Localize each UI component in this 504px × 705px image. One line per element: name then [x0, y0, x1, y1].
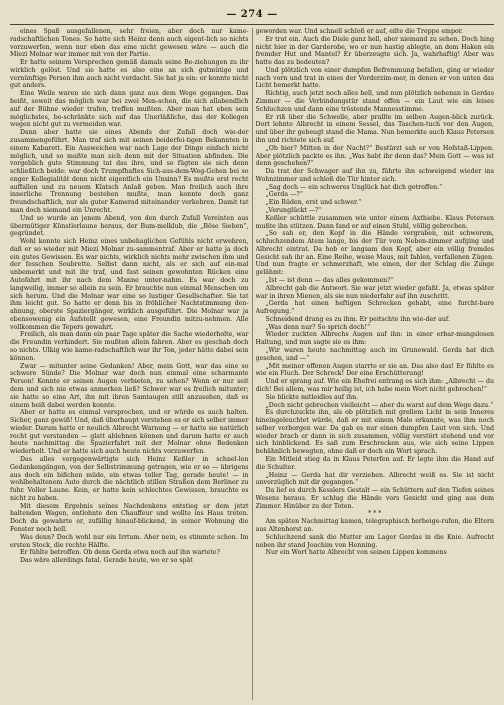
paragraph: Wieder zuckten Albrechs Augen auf ihn: in einer erbar-mungslosen Haltung, und nun sagte sie es ihm:	[255, 331, 494, 347]
paragraph: Mit diesem Ergebnis seines Nachdenkens entstieg er dem jetzt haltenden Wagen, entlohnte den Chauffeur und wollte ins Haus treten. Doch da gewahrte er, zufällig hinauf-blickend, in seiner Wohnung die Fenster noch hell.	[10, 502, 249, 533]
paragraph: „So sah er, den Kopf in die Hände vergraben, mit schwerem, schluchzendem Atem lange, bis der Tür vom Neben-zimmer aufging und Albrecht eintrat. Da hob er langsam den Kopf, aber ein völlig fremdes Gesicht sah ihr an. Eine Reihe, weise Maus, mit fahlen, verfallenen Zügen. Und nun fragte er schmerzhaft, wie einen, der der Schlag die Zunge gelähmt:	[255, 230, 494, 277]
page-number: — 274 —	[226, 9, 278, 20]
paragraph: Und so wurde an jenem Abend, von den durch Zufall Vereinten aus übermütiger Künstlerlaune heraus, der Bum-melklub, die „Böse Sieben“, gegründet.	[10, 214, 249, 238]
paragraph: eines Spaß ausgefallenen, sehr freien, aber doch nur kame-radschaftlichen Tones. So hatte sich Heinz denn auch eigent-lich so nichts vorzuwerfen, wenn nur eben das eine nicht gewesen wäre — auch die Miezi Molnar war immer mit von der Partie.	[10, 28, 249, 59]
paragraph: Was denn? Doch wohl nur ein Irrtum. Aber nein, es stimmte schon. Im ersten Stock, die rechte Hälfte.	[10, 533, 249, 549]
paragraph: Dann aber hatte sie eines Abends der Zufall doch wie-der zusammengeführt. Man traf sich mit seinen beiderfei-tigen Bekannten in einem Kabarett. Ein Ausweichen war nach Lage der Dinge einfach nicht möglich, und so mußte man sich denn mit der Situation abfinden. Die vorgeblich gute Stimmung tat das ihre, und so fügten sie sich denn schließlich beide: war doch Trumpfhaftes Sich-aus-dem-Weg-Gehen bei so enger Kollegialität denn nicht eigentlich ein Unsinn? Es mußte erst recht auffallen und zu neuem Klatsch Anlaß geben. Man freilich auch ihre innerliche Trennung bestehen mußte, man konnte doch ganz freundschaftlich, nur als guter Kamerad miteinander verkehren. Damit tat man doch niemand ein Unrecht.	[10, 129, 249, 214]
paragraph: Er trat ein. Auch die Diele ganz hell, aber niemand zu sehen. Doch hing nicht hier in der Garderobe, wo er nun hastig ablegte, an dem Haken ein fremder Hut und Mantel? Er überzeugte sich. Ja, wahrhaftig! Aber was hatte das zu bedeuten?	[255, 35, 494, 67]
paragraph: Am späten Nachmittag kamen, telegraphisch herbeige-rufen, die Eltern aus Altenhorst an.	[255, 518, 494, 533]
paragraph: „Ist — ist denn — das alles gekommen?“	[265, 277, 394, 284]
paragraph: „Verunglückt —?“	[265, 206, 322, 214]
paragraph: Eine Weile waren sie sich dann ganz aus dem Wege gegangen. Das heißt, soweit das möglich war bei zwei Men-schen, die sich allabendlich auf der Bühne wieder trafen, treffen mußten. Aber man hat eben sein möglichstes, be-schränkte sich auf das Unerläßliche, das der Kollegen wegen nicht gut zu vermeiden war.	[10, 90, 249, 129]
right-column	[256, 28, 495, 700]
paragraph: Ein Mitleid stieg da in Klaus Peterfen auf. Er legte ihm die Hand auf die Schulter.	[255, 455, 494, 471]
paragraph: „Gerda hat einen heftigen Schrecken gehabt, eine furcht-bare Aufregung.“	[255, 300, 494, 316]
paragraph: Das wäre allerdings fatal. Gerade heute, wo er so spät	[20, 557, 193, 565]
paragraph: Zwar — mitunter seine Gedanken! Aber, mein Gott, war das eine so schwere Sünde? Die Molnar war doch nun einmal eine scharmante Person! Konnte er seinen Augen verbieten, zu sehen? Wenn er nur seit dem und sich nie etwas anmerken ließ? Schwer war es freilich mitunter; sie hatte so eine Art, ihn mit ihren Samtaugen still anzusehen, daß es einem heiß dabei werden konnte.	[10, 362, 249, 409]
paragraph: Nur ein Wort hatte Albrecht von seinen Lippen kommens	[265, 549, 447, 557]
paragraph: * * *	[368, 510, 382, 518]
column-divider	[252, 28, 253, 700]
paragraph: Er fühlte betroffen. Ob denn Gerda etwa noch auf ihn wartete?	[20, 549, 220, 557]
paragraph: „Doch nicht gebrochen vielleicht — aber du warst auf dem Wege dazu.“	[265, 401, 494, 409]
paragraph: Da lief es durch Kesslers Gestalt — ein Schüttern auf den Tiefen seines Wesens heraus. Er schlug die Hände vors Gesicht und ging aus dem Zimmer. Hinüber zu der Toten.	[255, 487, 494, 510]
paragraph: Er riß über die Schwelle, aber prallte im selben Augen-blick zurück. Dort lehnte Albrecht in einem Sessel, das Taschen-tuch vor den Augen, und über ihr gebeugt stand die Mama. Nun bemerkte auch Klaus Petersen ihn und richtete sich auf.	[255, 113, 494, 144]
paragraph: Schneidend drang es zu ihm. Er peitschte ihn wie-der auf.	[265, 315, 450, 323]
paragraph: „Ein Rüden, erst und schwer.“	[265, 199, 362, 207]
paragraph: Und er sprang auf. Wie ein Ehefrei entrang es sich ihm: „Albrecht — du dich! Bei allem, was mir heilig ist, ich habe mein Wort nicht gebrochen!“	[255, 378, 494, 393]
paragraph: Albrecht gab die Antwort. Sie war jetzt wieder gefaßt. Ja, etwas später war in ihren Mienen, als sie nun niederfahr auf ihn zuschritt.	[255, 284, 494, 300]
text-columns	[10, 28, 494, 700]
paragraph: Er hatte seinem Versprechen gemäß damals seine Be-ziehungen zu ihr wirklich gelöst. Und sie hatte es also eine an sich gutmütige und vernünftige Person ihm auch nicht verdacht. Sie hat ja ein: er konnte nicht gut anders.	[10, 59, 249, 90]
paragraph: „Was denn nur? So sprich doch!“	[265, 323, 371, 331]
page-header	[10, 8, 494, 22]
paragraph: Das alles vergegenwärtigte sich Heinz Keßler in schnel-len Gedankengängen, von der Selbstrimmung getragen, wie er so — übrigens aus doch ein bißchen müde, ein etwas toller Tag, gerade heute! — in wohlbehaltenem Auto durch die nächtlich stillen Straßen dem Berliner zu fuhr. Voller Laune. Kein, er hatte kein schlechtes Gewissen, brauchte es nicht zu haben.	[10, 455, 249, 502]
paragraph: Richtig, auch jetzt noch alles hell, und nun plötzlich nebenan in Gerdas Zimmer — die Verbindungstür stand offen — ein Laut wie ein leises Schluchzen und dann eine tröstende Mannesstimme.	[255, 90, 494, 113]
header-rule	[10, 24, 494, 25]
paragraph: „Mit meiner offenen Augen starrte er sie an. Das also das! Er fühlte es wie ein Fluch. Der Schreck! Der eine Erschütterung!	[255, 362, 494, 378]
paragraph: Da trat der Schwager auf ihn zu, führte ihn schweigend wieder ins Wohnzimmer und schloß die Tür hinter sich.	[255, 168, 494, 183]
paragraph: Keßler schüttle zusammen wie unter einem Axthiebe. Klaus Petersen mußte ihn stützen. Dann fand er auf einen Stuhl, völlig gebrochen.	[255, 214, 494, 230]
paragraph: Schluchzend sank die Mutter am Lager Gerdas in die Knie. Aufrecht neben ihr stand Joachim von Henning.	[255, 533, 494, 549]
paragraph: Und plötzlich von einer dumpfen Befremmung befallen, ging er wieder nach vorn und trat in eines der Vorderzim-mer, in denen er von unten das Licht bemerkt hatte.	[255, 66, 494, 90]
paragraph: „Sag doch — ein schweres Unglück hat dich getroffen.“	[265, 183, 443, 191]
paragraph: geworden war. Und schnell schloß er auf, eilte die Treppe empor.	[255, 28, 464, 35]
paragraph: Aber er hatte es einmal versprochen, und er würde es auch halten. Sicher, ganz gewiß! Und, daß überhaupt verstehen es er sich selber immer wieder. Darum hatte er neulich Albrecht Warnung — er hatte sie natürlich recht gut verstanden — glatt ablehnen können und darum hatte er auch heute nachmittag die Spazierfahrt mit der Molnar ohne Bedenken wiederholt. Und er hatte sich auch heute nichts vorzuwerfen.	[10, 409, 249, 456]
paragraph: „Ob hier? Mitten in der Nacht?“ Bestürzt sah er von Hofstaß-Lippen. Aber plötzlich packte es ihn. „Was habt ihr denn das? Mein Gott — was ist denn geschehen?“	[255, 144, 494, 168]
left-column	[10, 28, 249, 700]
paragraph: Freilich, als man dann ein paar Tage später die Sache wiederholte, war die Freundin verhindert. Sie mußten allein fahren. Aber es geschah doch so nichts. Ulkig wie kame-radschaftlich war ihr Ton, jeder hätte dabei sein können.	[10, 331, 249, 362]
paragraph: „Wir waren heute nachmittag auch im Grunewald. Gerda hat dich gesehen, und —“	[255, 347, 494, 362]
paragraph: „Heinz — Gerda hat dir verziehen. Albrecht weiß es. Sie ist nicht unverzüglich mit dir gegangen.“	[255, 471, 494, 487]
paragraph: Wohl konnte sich Heinz eines unbehaglichen Gefühls nicht erwehren, daß er so wieder mit Miezi Molnar zu-sammentraf. Aber er hatte ja doch ein gutes Gewissen. Es war nichts, wirklich nichts mehr zwischen ihm und der fesschen Soubrette. Selbst dann nicht, als er sich auf ein-mal unbemerkt und mit ihr traf, und fast seinen gewohnten Rücken eine Autofahrt mit ihr nach dem Manne unter-nahm. Es war doch zu langweilig, immer so allein zu sein. Er brauchte nun einmal Menschen um sich herum. Und die Molnar war eine so lustiger Gesellschafter. Sie tat ihm leicht gut. So hatte er denn bis in fröhlicher Nachtstimmung den-ahnung, oberste Spaziergänger, wirklich ausgeführt. Die Molnar war ja ebensowenig ein Aufstellt gewesen, eine Freundin mitzu-nehmen. Alle vollkommen die Tepers gewahrt.	[10, 238, 249, 331]
paragraph: „Gerda —?“	[265, 191, 303, 199]
paragraph: Es durchzuckte ihn, als ob plötzlich mit grellem Licht in sein Inneres hineingeleuchtet würde, daß er mit einem Male erkannte, was ihm noch selber verborgen war. Da gab es nur einen dumpfen Laut von sich. Und wieder brach er dann in sich zusammen, völlig verstört stehend und vor sich hinblickend. Es saß zum Erschrecken aus, wie sich seine Lippen behähnlich bewegten, ohne daß er doch ein Wort sprach.	[255, 409, 494, 456]
paragraph: Sie blickte mitleidlos auf ihn.	[265, 393, 359, 401]
